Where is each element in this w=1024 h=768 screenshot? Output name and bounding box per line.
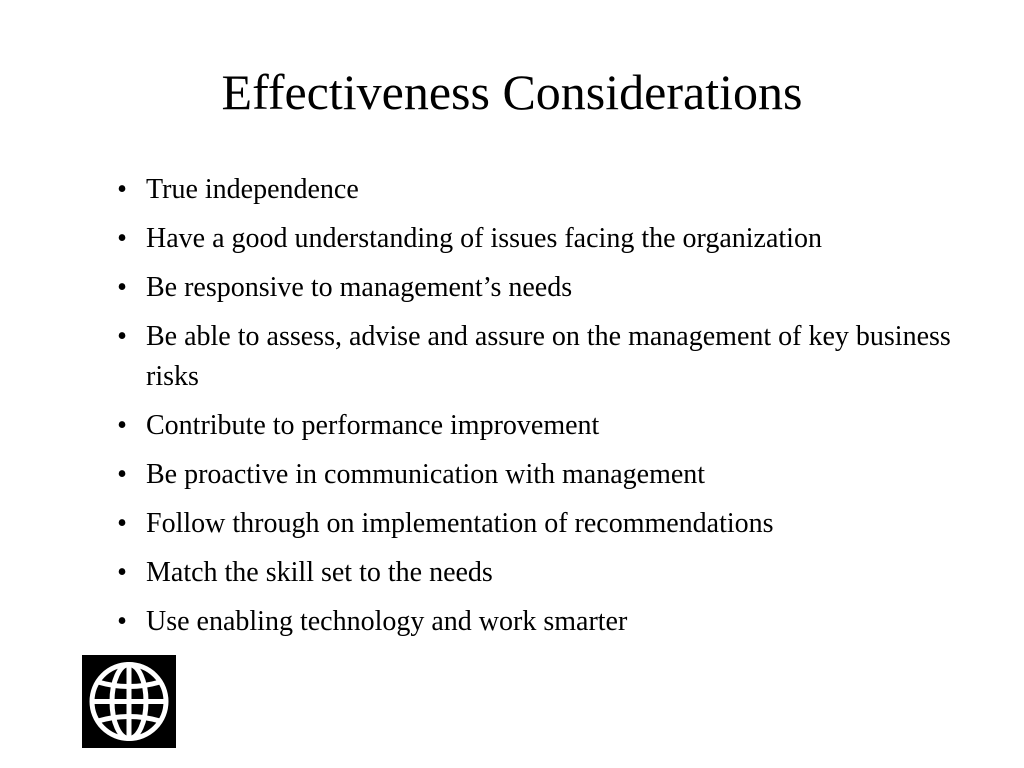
- bullet-text: Use enabling technology and work smarter: [146, 606, 628, 637]
- bullet-item: [112, 406, 992, 446]
- bullet-text: Have a good understanding of issues facing the organization: [146, 223, 822, 254]
- bullet-icon: •: [117, 459, 127, 490]
- globe-logo: [82, 655, 176, 748]
- bullet-text: Be able to assess, advise and assure on the management of key business risks: [146, 321, 951, 392]
- globe-icon: [82, 655, 176, 748]
- bullet-item: [112, 268, 992, 308]
- slide-title: Effectiveness Considerations: [221, 64, 803, 120]
- bullet-icon: •: [117, 508, 127, 539]
- bullet-icon: •: [117, 606, 127, 637]
- bullet-text: Be proactive in communication with management: [146, 459, 706, 490]
- bullet-item: [112, 170, 992, 210]
- bullet-text: Contribute to performance improvement: [146, 410, 600, 441]
- bullet-text: Follow through on implementation of recommendations: [146, 508, 774, 539]
- bullet-icon: •: [117, 223, 127, 254]
- bullet-icon: •: [117, 410, 127, 441]
- bullet-icon: •: [117, 557, 127, 588]
- bullet-icon: •: [117, 321, 127, 352]
- bullet-icon: •: [117, 174, 127, 205]
- bullet-text: True independence: [146, 174, 359, 205]
- bullet-item: [112, 504, 992, 544]
- bullet-text: Match the skill set to the needs: [146, 557, 493, 588]
- bullet-item: [112, 455, 992, 495]
- bullet-text: Be responsive to management’s needs: [146, 272, 573, 303]
- bullet-item: [112, 553, 992, 593]
- bullet-list: [112, 170, 992, 651]
- bullet-item: [112, 317, 992, 397]
- bullet-icon: •: [117, 272, 127, 303]
- bullet-item: [112, 602, 992, 642]
- bullet-item: [112, 219, 992, 259]
